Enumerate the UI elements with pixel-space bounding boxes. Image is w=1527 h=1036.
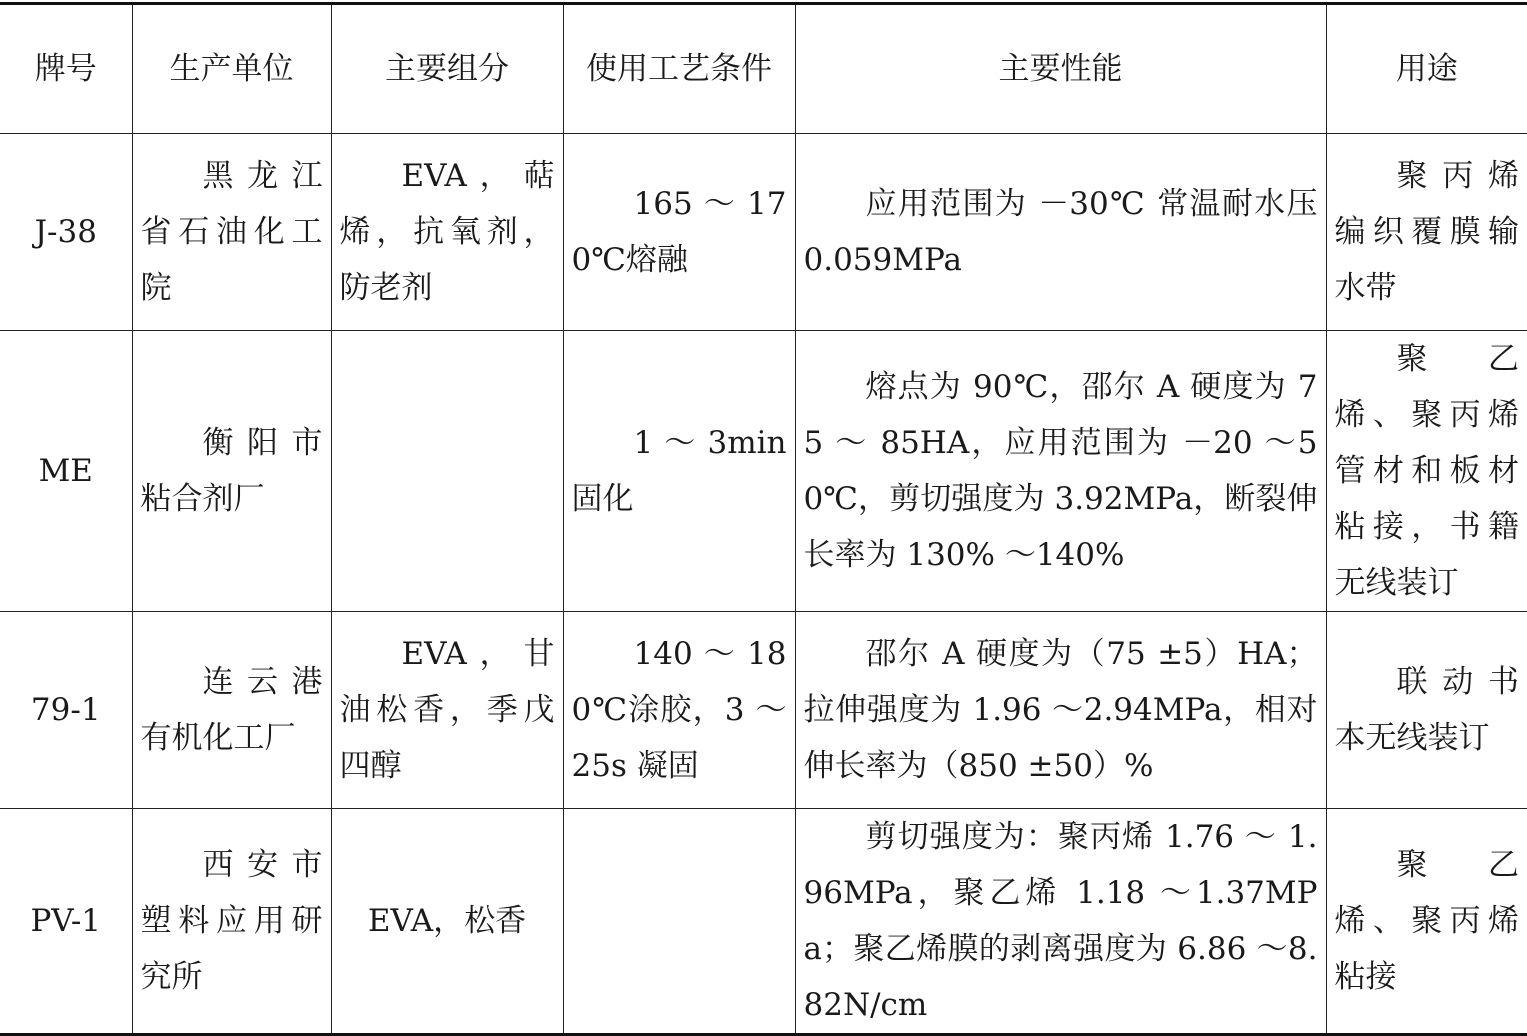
- cell-components: EVA，萜烯，抗氧剂，防老剂: [331, 134, 563, 331]
- cell-producer: 黑龙江省石油化工院: [132, 134, 331, 331]
- cell-performance: 熔点为 90℃，邵尔 A 硬度为 75 ～ 85HA，应用范围为 －20 ～50℃，剪切强度为 3.92MPa，断裂伸长率为 130% ～140%: [795, 331, 1326, 612]
- table-row: [0, 809, 1527, 1035]
- table-row: [0, 331, 1527, 612]
- header-usage: 用途: [1326, 4, 1527, 134]
- header-components: 主要组分: [331, 4, 563, 134]
- cell-usage: 聚乙烯、聚丙烯管材和板材粘接，书籍无线装订: [1326, 331, 1527, 612]
- cell-components: EVA，甘油松香，季戊四醇: [331, 612, 563, 809]
- cell-usage: 联动书本无线装订: [1326, 612, 1527, 809]
- cell-process: 140 ～ 180℃涂胶，3 ～ 25s 凝固: [563, 612, 795, 809]
- table-row: [0, 134, 1527, 331]
- header-row: [0, 4, 1527, 134]
- cell-code: ME: [0, 331, 132, 612]
- cell-performance: 剪切强度为：聚丙烯 1.76 ～ 1.96MPa，聚乙烯 1.18 ～1.37MPa；聚乙烯膜的剥离强度为 6.86 ～8.82N/cm: [795, 809, 1326, 1035]
- header-process: 使用工艺条件: [563, 4, 795, 134]
- table-row: [0, 612, 1527, 809]
- header-code: 牌号: [0, 4, 132, 134]
- cell-components: [331, 331, 563, 612]
- cell-performance: 应用范围为 －30℃ 常温耐水压 0.059MPa: [795, 134, 1326, 331]
- cell-usage: 聚乙烯、聚丙烯粘接: [1326, 809, 1527, 1035]
- cell-code: 79-1: [0, 612, 132, 809]
- cell-performance: 邵尔 A 硬度为（75 ±5）HA；拉伸强度为 1.96 ～2.94MPa，相对伸长率为（850 ±50）%: [795, 612, 1326, 809]
- header-producer: 生产单位: [132, 4, 331, 134]
- cell-process: 165 ～ 170℃熔融: [563, 134, 795, 331]
- cell-usage: 聚丙烯编织覆膜输水带: [1326, 134, 1527, 331]
- adhesive-spec-table: [0, 2, 1527, 1036]
- cell-code: J-38: [0, 134, 132, 331]
- cell-process: [563, 809, 795, 1035]
- cell-process: 1 ～ 3min 固化: [563, 331, 795, 612]
- cell-producer: 连云港有机化工厂: [132, 612, 331, 809]
- cell-components: EVA，松香: [331, 809, 563, 1035]
- cell-code: PV-1: [0, 809, 132, 1035]
- cell-producer: 衡阳市粘合剂厂: [132, 331, 331, 612]
- header-performance: 主要性能: [795, 4, 1326, 134]
- cell-producer: 西安市塑料应用研究所: [132, 809, 331, 1035]
